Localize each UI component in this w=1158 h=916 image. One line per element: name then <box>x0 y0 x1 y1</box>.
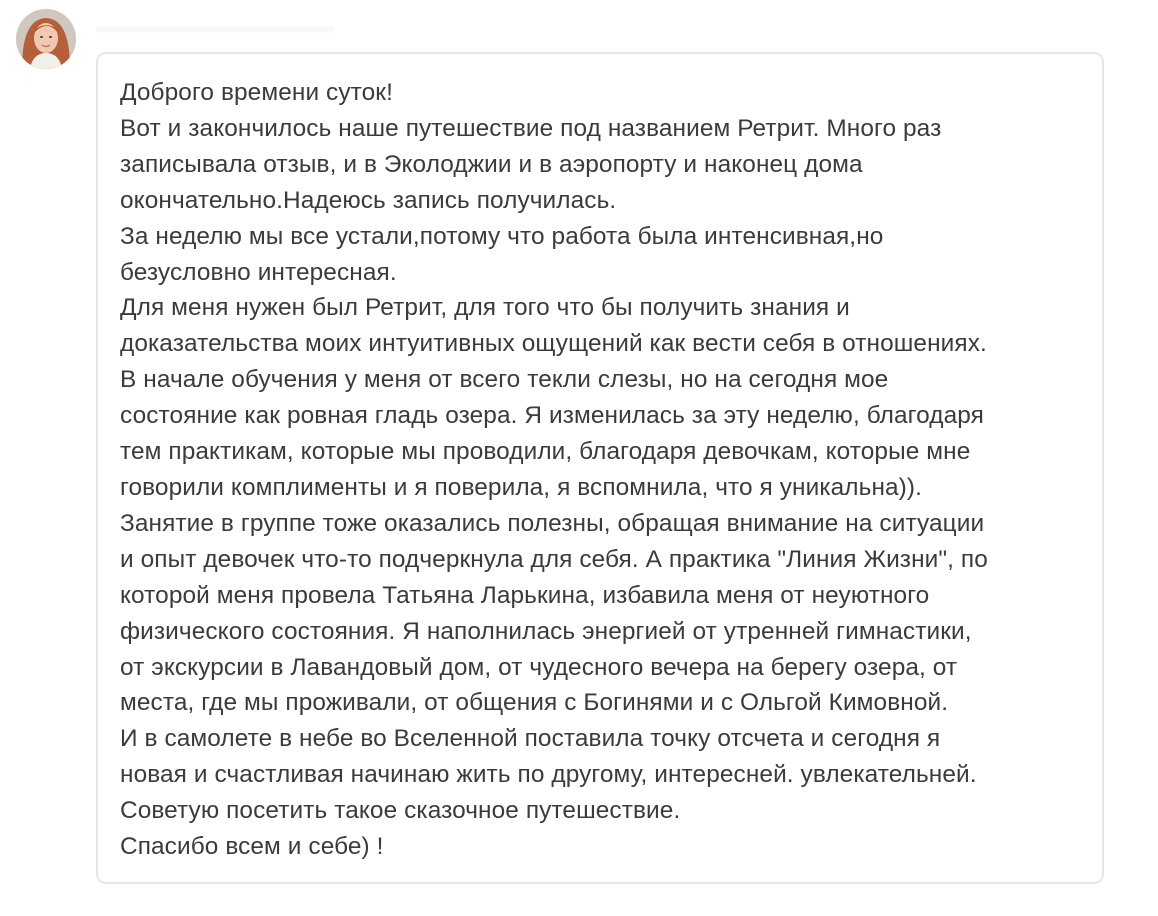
review-text-line: Советую посетить такое сказочное путешествие. <box>120 797 681 825</box>
review-text-line: Вот и закончилось наше путешествие под названием Ретрит. Много раз <box>120 114 942 142</box>
review-text-line: новая и счастливая начинаю жить по другому, интересней. увлекательней. <box>120 761 977 789</box>
review-text-line: состояние как ровная гладь озера. Я изменилась за эту неделю, благодаря <box>120 402 984 430</box>
review-text-line: которой меня провела Татьяна Ларькина, избавила меня от неуютного <box>120 581 930 609</box>
review-text-line: доказательства моих интуитивных ощущений как вести себя в отношениях. <box>120 330 987 358</box>
user-photo-avatar-icon <box>16 9 76 69</box>
review-text-line: тем практикам, которые мы проводили, благодаря девочкам, которые мне <box>120 438 971 466</box>
review-text-line: За неделю мы все устали,потому что работа была интенсивная,но <box>120 222 884 250</box>
review-text-line: безусловно интересная. <box>120 258 397 286</box>
review-text-line: говорили комплименты и я поверила, я вспомнила, что я уникальна)). <box>120 473 922 501</box>
review-text-line: Доброго времени суток! <box>120 79 393 106</box>
review-text-line: физического состояния. Я наполнилась энергией от утренней гимнастики, <box>120 617 972 645</box>
review-text-line: Занятие в группе тоже оказались полезны, обращая внимание на ситуации <box>120 509 985 537</box>
review-text-line: окончательно.Надеюсь запись получилась. <box>120 186 617 214</box>
review-text-line: места, где мы проживали, от общения с Богинями и с Ольгой Кимовной. <box>120 689 949 717</box>
review-text-line: от экскурсии в Лавандовый дом, от чудесного вечера на берегу озера, от <box>120 653 958 681</box>
review-text-line: Спасибо всем и себе) ! <box>120 833 384 861</box>
avatar[interactable] <box>16 9 76 69</box>
author-name[interactable] <box>96 14 334 42</box>
review-text-line: записывала отзыв, и в Эколоджии и в аэропорту и наконец дома <box>120 150 863 178</box>
review-text-line: И в самолете в небе во Вселенной поставила точку отсчета и сегодня я <box>120 725 941 753</box>
review-text-line: В начале обучения у меня от всего текли слезы, но на сегодня мое <box>120 366 889 394</box>
review-text-line: Для меня нужен был Ретрит, для того что бы получить знания и <box>120 294 850 322</box>
review-text-line: и опыт девочек что-то подчеркнула для себя. А практика "Линия Жизни", по <box>120 545 988 573</box>
review-card <box>96 52 1104 884</box>
